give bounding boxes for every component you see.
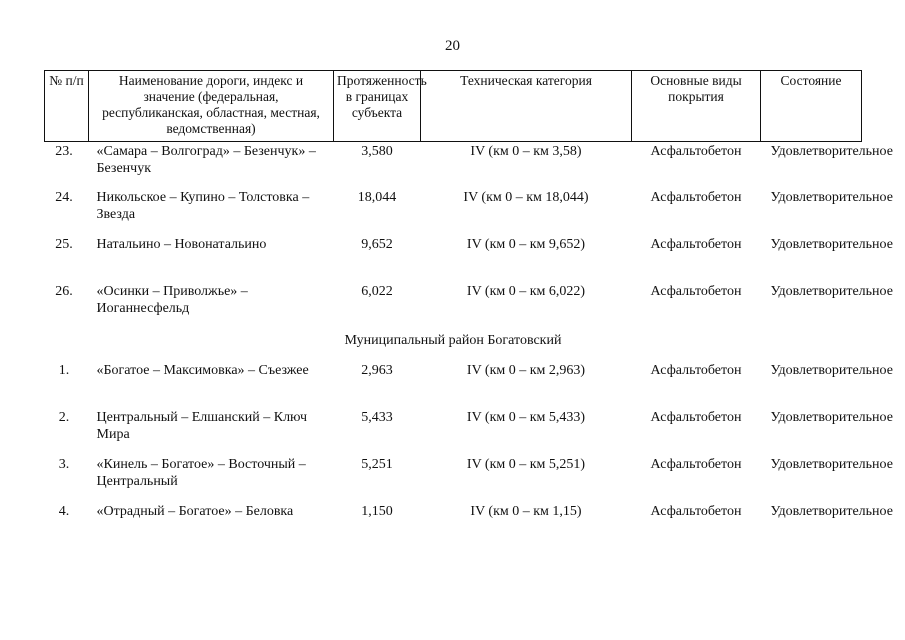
row-state: Удовлетворительное xyxy=(770,237,893,252)
row-state: Удовлетворительное xyxy=(770,363,893,378)
table-row xyxy=(45,456,862,503)
row-num: 2. xyxy=(58,410,70,425)
header-covering: Основные виды покрытия xyxy=(632,71,761,142)
row-name: Натальино – Новонатальино xyxy=(96,237,267,252)
row-length: 2,963 xyxy=(361,363,393,378)
row-covering: Асфальтобетон xyxy=(650,410,742,425)
table-row xyxy=(45,362,862,409)
row-name: Никольское – Купино – Толстовка – Звезда xyxy=(96,190,310,222)
row-covering: Асфальтобетон xyxy=(650,237,742,252)
header-state: Состояние xyxy=(761,71,862,142)
row-length: 5,251 xyxy=(361,457,393,472)
page-number: 20 xyxy=(445,38,460,54)
row-length: 3,580 xyxy=(361,144,393,159)
row-name: «Отрадный – Богатое» – Беловка xyxy=(96,504,294,519)
row-state: Удовлетворительное xyxy=(770,410,893,425)
row-category: IV (км 0 – км 5,251) xyxy=(466,457,586,472)
row-num: 26. xyxy=(55,284,73,299)
row-category: IV (км 0 – км 1,15) xyxy=(470,504,582,519)
header-category: Техническая категория xyxy=(421,71,632,142)
row-length: 1,150 xyxy=(361,504,393,519)
row-covering: Асфальтобетон xyxy=(650,457,742,472)
row-state: Удовлетворительное xyxy=(770,144,893,159)
table-row xyxy=(45,503,862,550)
section-row xyxy=(45,330,862,362)
row-category: IV (км 0 – км 3,58) xyxy=(470,144,582,159)
row-num: 3. xyxy=(58,457,70,472)
row-state: Удовлетворительное xyxy=(770,284,893,299)
row-state: Удовлетворительное xyxy=(770,190,893,205)
table-row xyxy=(45,409,862,456)
row-covering: Асфальтобетон xyxy=(650,363,742,378)
row-num: 1. xyxy=(58,363,70,378)
row-num: 25. xyxy=(55,237,73,252)
table-row xyxy=(45,142,862,190)
row-name: «Самара – Волгоград» – Безенчук» – Безенчук xyxy=(96,144,316,176)
row-category: IV (км 0 – км 9,652) xyxy=(466,237,586,252)
row-name: «Осинки – Приволжье» – Иоганнесфельд xyxy=(96,284,248,316)
row-covering: Асфальтобетон xyxy=(650,504,742,519)
table-row xyxy=(45,236,862,283)
row-covering: Асфальтобетон xyxy=(650,190,742,205)
row-covering: Асфальтобетон xyxy=(650,284,742,299)
row-category: IV (км 0 – км 5,433) xyxy=(466,410,586,425)
row-state: Удовлетворительное xyxy=(770,457,893,472)
row-name: «Богатое – Максимовка» – Съезжее xyxy=(96,363,309,378)
row-name: Центральный – Елшанский – Ключ Мира xyxy=(96,410,308,442)
table-row xyxy=(45,189,862,236)
section-title: Муниципальный район Богатовский xyxy=(344,333,562,348)
row-num: 24. xyxy=(55,190,73,205)
row-length: 6,022 xyxy=(361,284,393,299)
row-length: 5,433 xyxy=(361,410,393,425)
table-row xyxy=(45,283,862,330)
header-name: Наименование дороги, индекс и значение (федеральная, республиканская, областная, местная, ведомственная) xyxy=(89,71,334,142)
row-category: IV (км 0 – км 2,963) xyxy=(466,363,586,378)
row-category: IV (км 0 – км 6,022) xyxy=(466,284,586,299)
header-num: № п/п xyxy=(45,71,89,142)
row-category: IV (км 0 – км 18,044) xyxy=(463,190,589,205)
row-num: 23. xyxy=(55,144,73,159)
row-length: 18,044 xyxy=(357,190,397,205)
row-name: «Кинель – Богатое» – Восточный – Центральный xyxy=(96,457,306,489)
row-state: Удовлетворительное xyxy=(770,504,893,519)
row-covering: Асфальтобетон xyxy=(650,144,742,159)
roads-table xyxy=(44,70,893,550)
table-header xyxy=(45,71,862,142)
header-length: Протяженность в границах субъекта xyxy=(334,71,421,142)
row-num: 4. xyxy=(58,504,70,519)
row-length: 9,652 xyxy=(361,237,393,252)
